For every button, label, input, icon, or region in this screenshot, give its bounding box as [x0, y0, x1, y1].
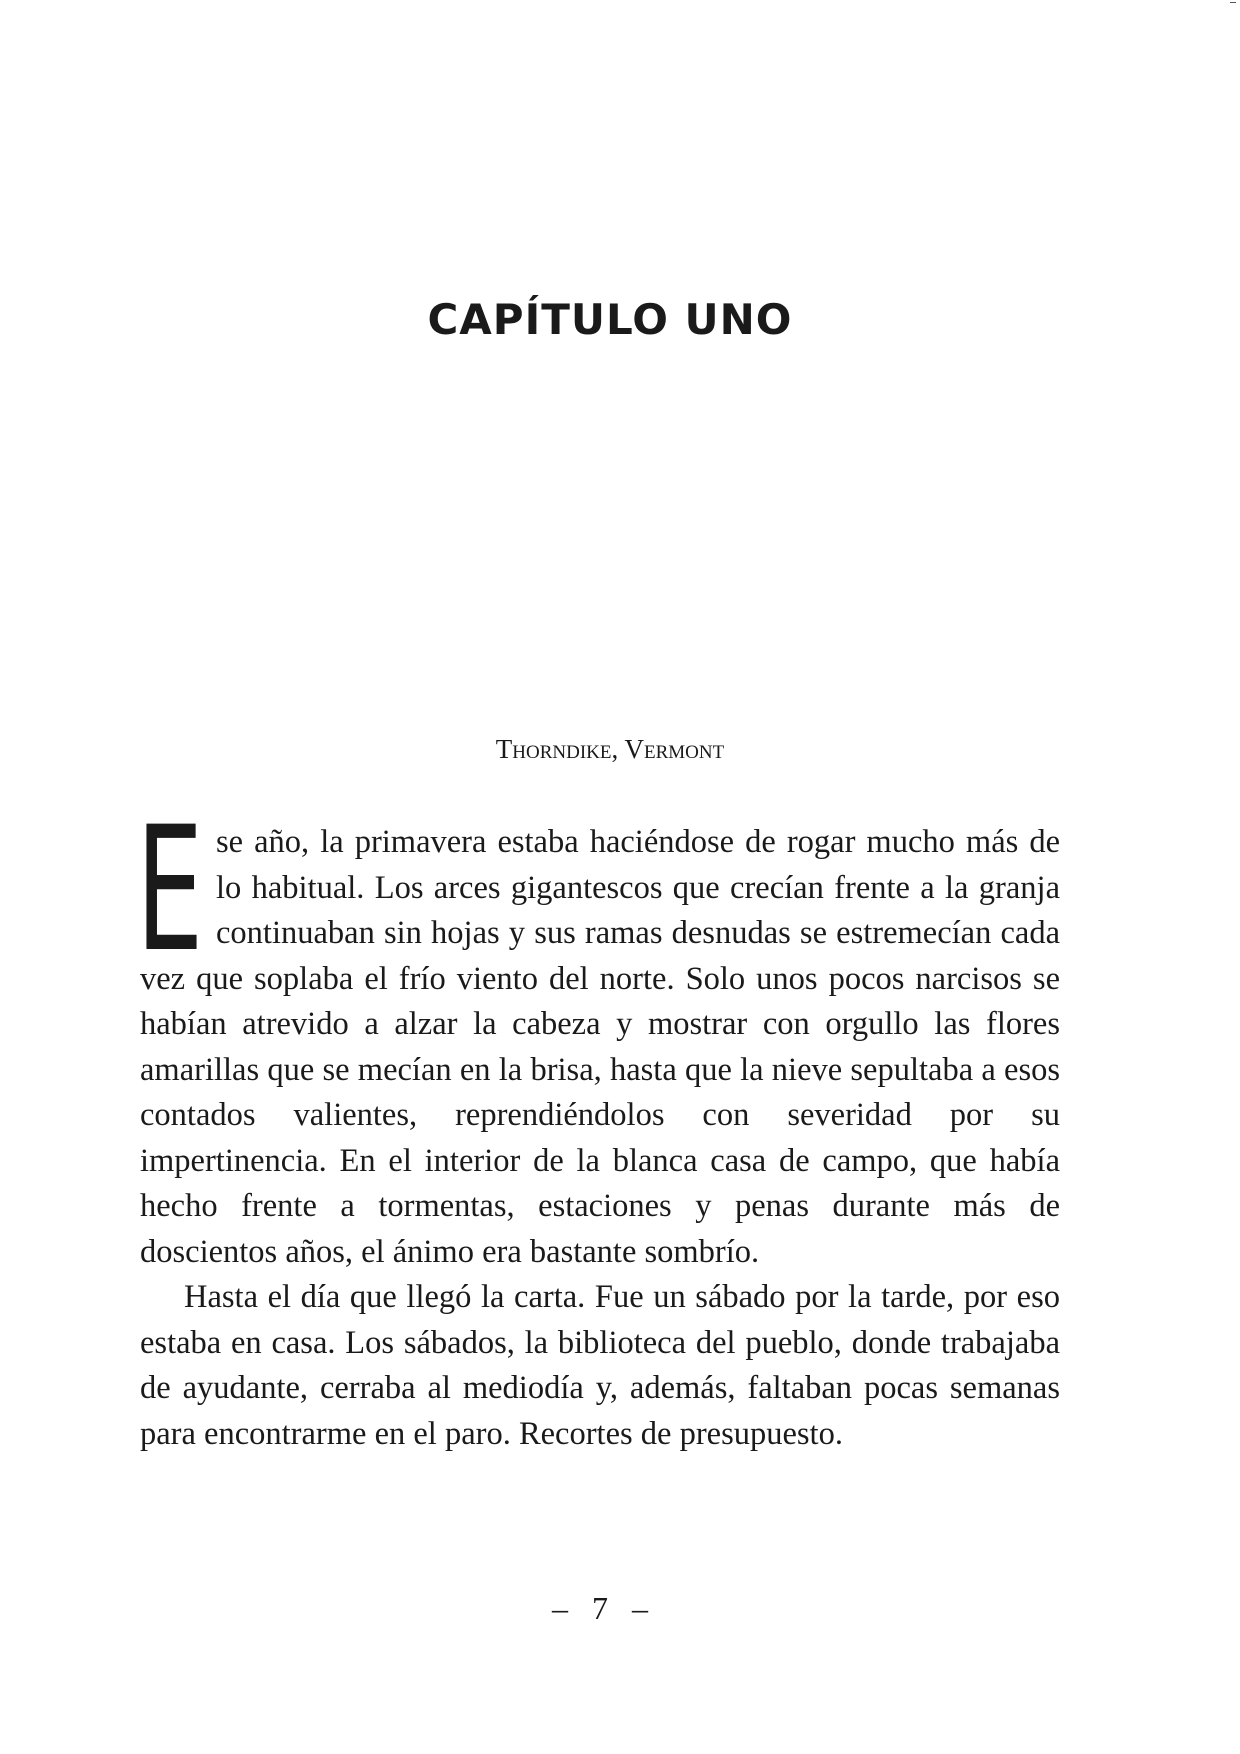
chapter-title: CAPÍTULO UNO: [427, 295, 793, 344]
paragraph-1-text: se año, la primavera estaba haciéndose de rogar mucho más de lo habitual. Los arces gigantescos que crecían frente a la granja continuaban sin hojas y sus ramas desnudas se estremecían cada vez que soplaba el frío viento del norte. Solo unos pocos narcisos se habían atrevido a alzar la cabeza y mostrar con orgullo las flores amarillas que se mecían en la brisa, hasta que la nieve sepultaba a esos contados valientes, reprendiéndolos con severidad por su impertinencia. En el interior de la blanca casa de campo, que había hecho frente a tormentas, estaciones y penas durante más de doscientos años, el ánimo era bastante sombrío.: [140, 824, 1060, 1270]
page-footer: [0, 1588, 1200, 1628]
chapter-location: Thorndike, Vermont: [495, 734, 725, 764]
corner-mark: [1230, 2, 1236, 3]
folio-dash-right: –: [632, 1590, 648, 1626]
paragraph-2: Hasta el día que llegó la carta. Fue un sábado por la tarde, por eso estaba en casa. Los sábados, la biblioteca del pueblo, donde trabajaba de ayudante, cerraba al mediodía y, además, faltaban pocas semanas para encontrarme en el paro. Recortes de presupuesto.: [140, 1279, 1060, 1452]
paragraph-1: [136, 789, 1060, 1275]
body-text: [136, 789, 1060, 1457]
folio-dash-left: –: [552, 1590, 568, 1626]
drop-cap: E: [136, 789, 204, 990]
page-number: 7: [592, 1590, 608, 1626]
